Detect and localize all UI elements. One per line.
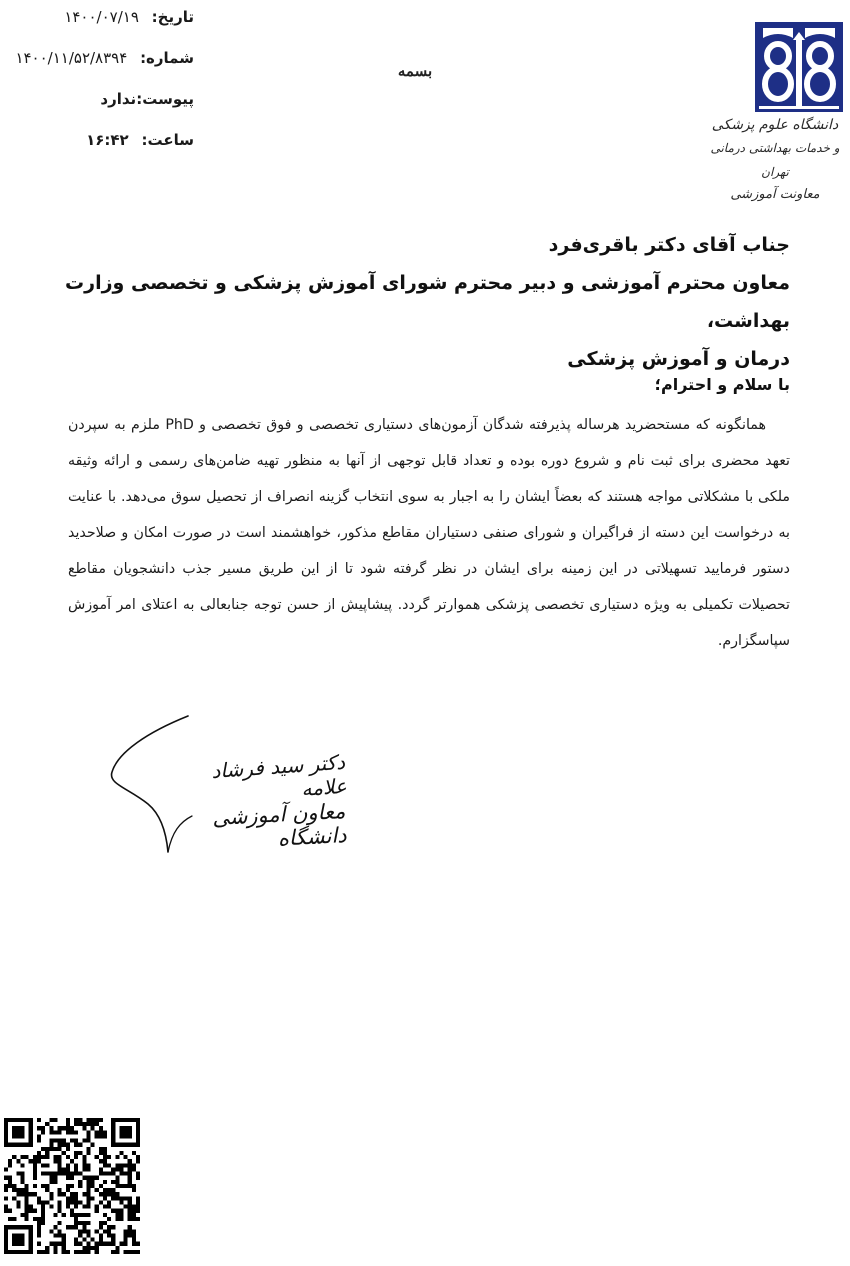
letter-body-text: همانگونه که مستحضرید هرساله پذیرفته شدگان آزمون‌های دستیاری تخصصی و فوق تخصصی و PhD ملزم به سپردن تعهد محضری برای ثبت نام و شروع دوره بوده و تعداد قابل توجهی از آنها به منظور تهیه ضامن‌های رسمی و ارائه وثیقه ملکی با مشکلاتی مواجه هستند که بعضاً ایشان را به اجبار به سوی انتخاب گزینه انصراف از تحصیل سوق می‌دهد. با عنایت به درخواست این دسته از فراگیران و شورای صنفی دستیاران مقاطع مذکور، خواهشمند است در صورت امکان و صلاحدید دستور فرمایید تسهیلاتی در این زمینه برای ایشان در نظر گرفته شود تا از این طریق مسیر جذب دانشجویان مقاطع تحصیلات تکمیلی به ویژه دستیاری تخصصی پزشکی هموارتر گردد. پیشاپیش از حسن توجه جنابعالی به اعتلای امر آموزش سپاسگزارم. xyxy=(68,417,790,649)
date-label: تاریخ: xyxy=(151,8,194,26)
addressee-title-continued: درمان و آموزش پزشکی xyxy=(567,348,790,370)
addressee-block xyxy=(40,226,790,378)
qr-code-icon xyxy=(4,1118,140,1254)
number-label: شماره: xyxy=(140,49,194,67)
attachment-label: پیوست: xyxy=(136,90,194,108)
addressee-name: جناب آقای دکتر باقری‌فرد xyxy=(548,234,790,256)
time-label: ساعت: xyxy=(141,131,194,149)
signatory-name: دکتر سید فرشاد علامه xyxy=(210,749,348,801)
number-value: ۱۴۰۰/۱۱/۵۲/۸۳۹۴ xyxy=(15,49,128,67)
meta-time xyxy=(14,127,194,168)
meta-number xyxy=(14,45,194,86)
date-value: ۱۴۰۰/۰۷/۱۹ xyxy=(64,8,139,26)
signature-block xyxy=(108,712,348,862)
logo-caption-deputy: معاونت آموزشی xyxy=(730,187,820,202)
university-logo-icon xyxy=(755,22,843,112)
time-value: ۱۶:۴۲ xyxy=(86,131,129,149)
logo-caption-services: و خدمات بهداشتی درمانی تهران xyxy=(710,141,840,179)
signatory-title: معاون آموزشی دانشگاه xyxy=(211,799,348,851)
meta-attachment xyxy=(14,86,194,127)
bismillah-heading: بسمه xyxy=(397,62,433,80)
letter-meta xyxy=(14,4,194,168)
attachment-value: ندارد xyxy=(100,90,137,108)
salutation: با سلام و احترام؛ xyxy=(654,375,790,394)
letter-body xyxy=(68,407,790,659)
logo-caption-university: دانشگاه علوم پزشکی xyxy=(711,117,839,133)
logo-caption xyxy=(700,114,850,206)
addressee-title: معاون محترم آموزشی و دبیر محترم شورای آموزش پزشکی و تخصصی وزارت بهداشت، xyxy=(65,272,790,332)
meta-date xyxy=(14,4,194,45)
